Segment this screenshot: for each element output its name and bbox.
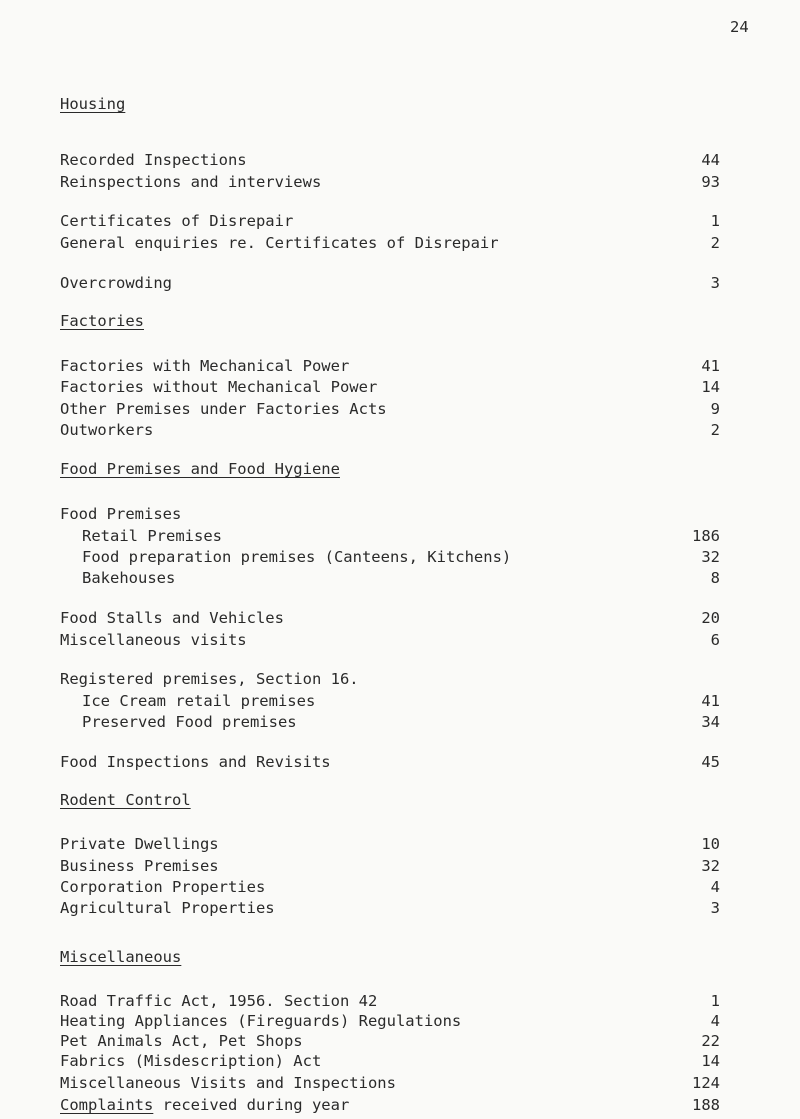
food-registered-label (60, 670, 720, 692)
row-label: General enquiries re. Certificates of Disrepair (60, 234, 499, 252)
row-label (60, 1096, 349, 1114)
row-value: 41 (701, 692, 720, 710)
row-value: 10 (701, 835, 720, 853)
complaints-rest: received during year (153, 1096, 350, 1114)
row-value: 8 (710, 569, 720, 587)
complaints-row (60, 1096, 720, 1118)
food-row (60, 569, 720, 591)
row-label: Pet Animals Act, Pet Shops (60, 1032, 303, 1050)
factories-row (60, 400, 720, 422)
row-label: Retail Premises (82, 527, 222, 545)
housing-row (60, 173, 720, 195)
row-label: Other Premises under Factories Acts (60, 400, 387, 418)
housing-row (60, 234, 720, 256)
row-value: 32 (701, 548, 720, 566)
row-label: Factories without Mechanical Power (60, 378, 378, 396)
row-label: Food Inspections and Revisits (60, 753, 331, 771)
factories-row (60, 421, 720, 443)
row-label: Fabrics (Misdescription) Act (60, 1052, 322, 1070)
row-value: 9 (710, 400, 720, 418)
housing-row (60, 151, 720, 173)
rodent-row (60, 835, 720, 857)
misc-row (60, 1032, 720, 1054)
rodent-row (60, 857, 720, 879)
row-value: 3 (710, 274, 720, 292)
row-label: Overcrowding (60, 274, 172, 292)
row-value: 34 (701, 713, 720, 731)
food-row (60, 753, 720, 775)
row-label: Food Premises (60, 505, 182, 523)
factories-heading: Factories (60, 312, 144, 330)
rodent-heading: Rodent Control (60, 791, 191, 809)
row-label: Reinspections and interviews (60, 173, 322, 191)
row-value: 4 (710, 1012, 720, 1030)
row-value: 22 (701, 1032, 720, 1050)
food-row (60, 631, 720, 653)
housing-row (60, 274, 720, 296)
row-label: Outworkers (60, 421, 154, 439)
food-heading: Food Premises and Food Hygiene (60, 460, 340, 478)
row-value: 188 (692, 1096, 720, 1114)
row-label: Road Traffic Act, 1956. Section 42 (60, 992, 378, 1010)
row-value: 32 (701, 857, 720, 875)
row-value: 45 (701, 753, 720, 771)
row-value: 2 (710, 421, 720, 439)
factories-row (60, 357, 720, 379)
factories-row (60, 378, 720, 400)
row-value: 41 (701, 357, 720, 375)
housing-heading: Housing (60, 95, 126, 113)
row-value: 1 (710, 992, 720, 1010)
row-value: 3 (710, 899, 720, 917)
misc-heading: Miscellaneous (60, 948, 182, 966)
row-label: Food preparation premises (Canteens, Kitchens) (82, 548, 512, 566)
housing-row (60, 212, 720, 234)
food-row (60, 713, 720, 735)
misc-row (60, 1074, 720, 1096)
row-label: Miscellaneous Visits and Inspections (60, 1074, 396, 1092)
complaints-word: Complaints (60, 1096, 154, 1114)
misc-row (60, 1012, 720, 1034)
row-value: 2 (710, 234, 720, 252)
row-label: Ice Cream retail premises (82, 692, 316, 710)
row-label: Bakehouses (82, 569, 176, 587)
food-row (60, 692, 720, 714)
row-label: Heating Appliances (Fireguards) Regulations (60, 1012, 462, 1030)
row-label: Private Dwellings (60, 835, 219, 853)
row-label: Agricultural Properties (60, 899, 275, 917)
row-label: Factories with Mechanical Power (60, 357, 350, 375)
row-value: 1 (710, 212, 720, 230)
row-value: 20 (701, 609, 720, 627)
food-row (60, 548, 720, 570)
misc-row (60, 992, 720, 1014)
row-value: 14 (701, 1052, 720, 1070)
row-value: 14 (701, 378, 720, 396)
row-value: 4 (710, 878, 720, 896)
row-value: 93 (701, 173, 720, 191)
row-label: Preserved Food premises (82, 713, 297, 731)
row-value: 124 (692, 1074, 720, 1092)
row-value: 186 (692, 527, 720, 545)
row-label: Recorded Inspections (60, 151, 247, 169)
row-label: Business Premises (60, 857, 219, 875)
row-label: Certificates of Disrepair (60, 212, 294, 230)
food-premises-label (60, 505, 720, 527)
row-label: Registered premises, Section 16. (60, 670, 359, 688)
rodent-row (60, 878, 720, 900)
row-value: 44 (701, 151, 720, 169)
food-row (60, 609, 720, 631)
row-value: 6 (710, 631, 720, 649)
row-label: Corporation Properties (60, 878, 266, 896)
food-row (60, 527, 720, 549)
page-number: 24 (730, 18, 749, 36)
rodent-row (60, 899, 720, 921)
row-label: Miscellaneous visits (60, 631, 247, 649)
row-label: Food Stalls and Vehicles (60, 609, 284, 627)
misc-row (60, 1052, 720, 1074)
